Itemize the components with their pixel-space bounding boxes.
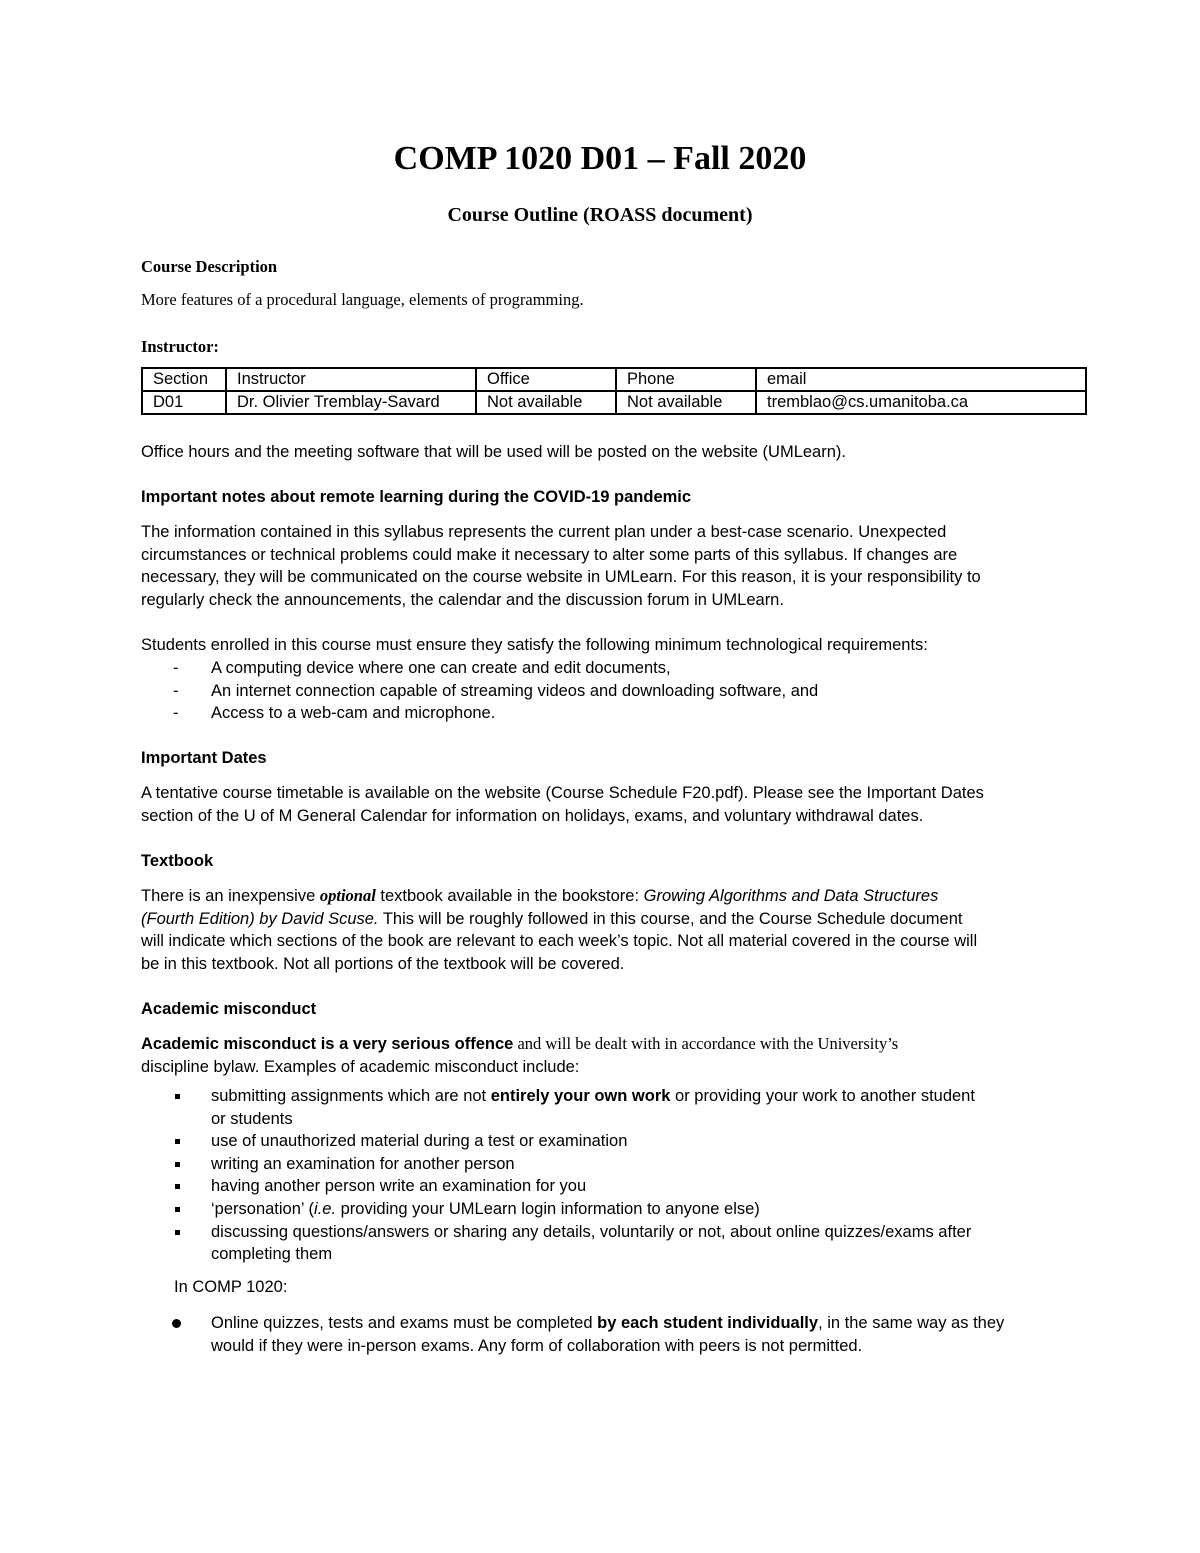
table-header-cell: Section: [142, 368, 226, 391]
paragraph-line: will indicate which sections of the book are relevant to each week’s topic. Not all material covered in the course will: [141, 932, 978, 951]
square-bullet-icon: [175, 1184, 180, 1189]
table-header-cell: Instructor: [226, 368, 476, 391]
list-item: Online quizzes, tests and exams must be completed by each student individually, in the same way as they would if they were in-person exams. Any form of collaboration with peers is not permitted.: [141, 1312, 1071, 1357]
requirements-list: [141, 657, 1071, 725]
table-cell-section: D01: [142, 391, 226, 414]
paragraph-line: Academic misconduct is a very serious offence and will be dealt with in accordance with the University’s: [141, 1034, 899, 1053]
square-bullet-icon: [175, 1139, 180, 1144]
table-cell-instructor: Dr. Olivier Tremblay-Savard: [226, 391, 476, 414]
dash-bullet: -: [173, 704, 179, 723]
list-item: - Access to a web-cam and microphone.: [141, 702, 1071, 725]
list-item: submitting assignments which are not entirely your own work or providing your work to another student or students: [141, 1085, 1071, 1130]
misconduct-list: [141, 1085, 1071, 1266]
list-item: - A computing device where one can create and edit documents,: [141, 657, 1071, 680]
square-bullet-icon: [175, 1230, 180, 1235]
table-header-cell: email: [756, 368, 1086, 391]
table-cell-office: Not available: [476, 391, 616, 414]
table-header-cell: Office: [476, 368, 616, 391]
table-header-cell: Phone: [616, 368, 756, 391]
paragraph-line: necessary, they will be communicated on the course website in UMLearn. For this reason, it is your responsibility to: [141, 568, 981, 587]
remote-learning-paragraph: [141, 521, 1071, 611]
dash-bullet: -: [173, 681, 179, 700]
paragraph-line: section of the U of M General Calendar for information on holidays, exams, and voluntary withdrawal dates.: [141, 806, 924, 825]
list-item: discussing questions/answers or sharing any details, voluntarily or not, about online quizzes/exams after completing them: [141, 1221, 1071, 1266]
document-subtitle: Course Outline (ROASS document): [447, 204, 753, 226]
paragraph-line: regularly check the announcements, the calendar and the discussion forum in UMLearn.: [141, 590, 784, 609]
comp-1020-label: In COMP 1020:: [174, 1278, 288, 1296]
table-row: [142, 391, 1086, 414]
important-dates-heading: Important Dates: [141, 749, 267, 767]
list-item: use of unauthorized material during a test or examination: [141, 1130, 1071, 1153]
round-bullet-icon: [172, 1319, 181, 1328]
list-item: writing an examination for another person: [141, 1153, 1071, 1176]
document-title: COMP 1020 D01 – Fall 2020: [393, 140, 807, 177]
paragraph-line: (Fourth Edition) by David Scuse. This will be roughly followed in this course, and the Course Schedule document: [141, 909, 963, 928]
requirements-intro: Students enrolled in this course must ensure they satisfy the following minimum technological requirements:: [141, 636, 928, 654]
table-header-row: [142, 368, 1086, 391]
instructor-table: [141, 367, 1087, 415]
comp-1020-list: [141, 1312, 1071, 1357]
list-item: - An internet connection capable of streaming videos and downloading software, and: [141, 680, 1071, 703]
paragraph-line: A tentative course timetable is available on the website (Course Schedule F20.pdf). Please see the Important Dates: [141, 784, 984, 802]
square-bullet-icon: [175, 1094, 180, 1099]
office-hours-text: Office hours and the meeting software that will be used will be posted on the website (UMLearn).: [141, 443, 846, 461]
paragraph-line: discipline bylaw. Examples of academic misconduct include:: [141, 1057, 580, 1076]
square-bullet-icon: [175, 1162, 180, 1167]
remote-learning-heading: Important notes about remote learning during the COVID-19 pandemic: [141, 488, 692, 506]
course-description-heading: Course Description: [141, 257, 278, 276]
table-cell-phone: Not available: [616, 391, 756, 414]
textbook-text: [141, 885, 1071, 975]
square-bullet-icon: [175, 1207, 180, 1212]
paragraph-line: The information contained in this syllabus represents the current plan under a best-case scenario. Unexpected: [141, 523, 947, 541]
list-item: ‘personation’ (i.e. providing your UMLearn login information to anyone else): [141, 1198, 1071, 1221]
course-description-text: More features of a procedural language, elements of programming.: [141, 290, 584, 309]
paragraph-line: There is an inexpensive optional textbook available in the bookstore: Growing Algorithms and Data Structures: [141, 886, 939, 905]
misconduct-heading: Academic misconduct: [141, 1000, 317, 1018]
paragraph-line: circumstances or technical problems could make it necessary to alter some parts of this syllabus. If changes are: [141, 545, 958, 564]
important-dates-text: [141, 782, 1071, 827]
misconduct-intro: [141, 1033, 1071, 1078]
textbook-heading: Textbook: [141, 852, 214, 870]
instructor-heading: Instructor:: [141, 337, 219, 356]
paragraph-line: be in this textbook. Not all portions of the textbook will be covered.: [141, 954, 625, 973]
list-item: having another person write an examination for you: [141, 1175, 1071, 1198]
dash-bullet: -: [173, 659, 179, 677]
table-cell-email: tremblao@cs.umanitoba.ca: [756, 391, 1086, 414]
